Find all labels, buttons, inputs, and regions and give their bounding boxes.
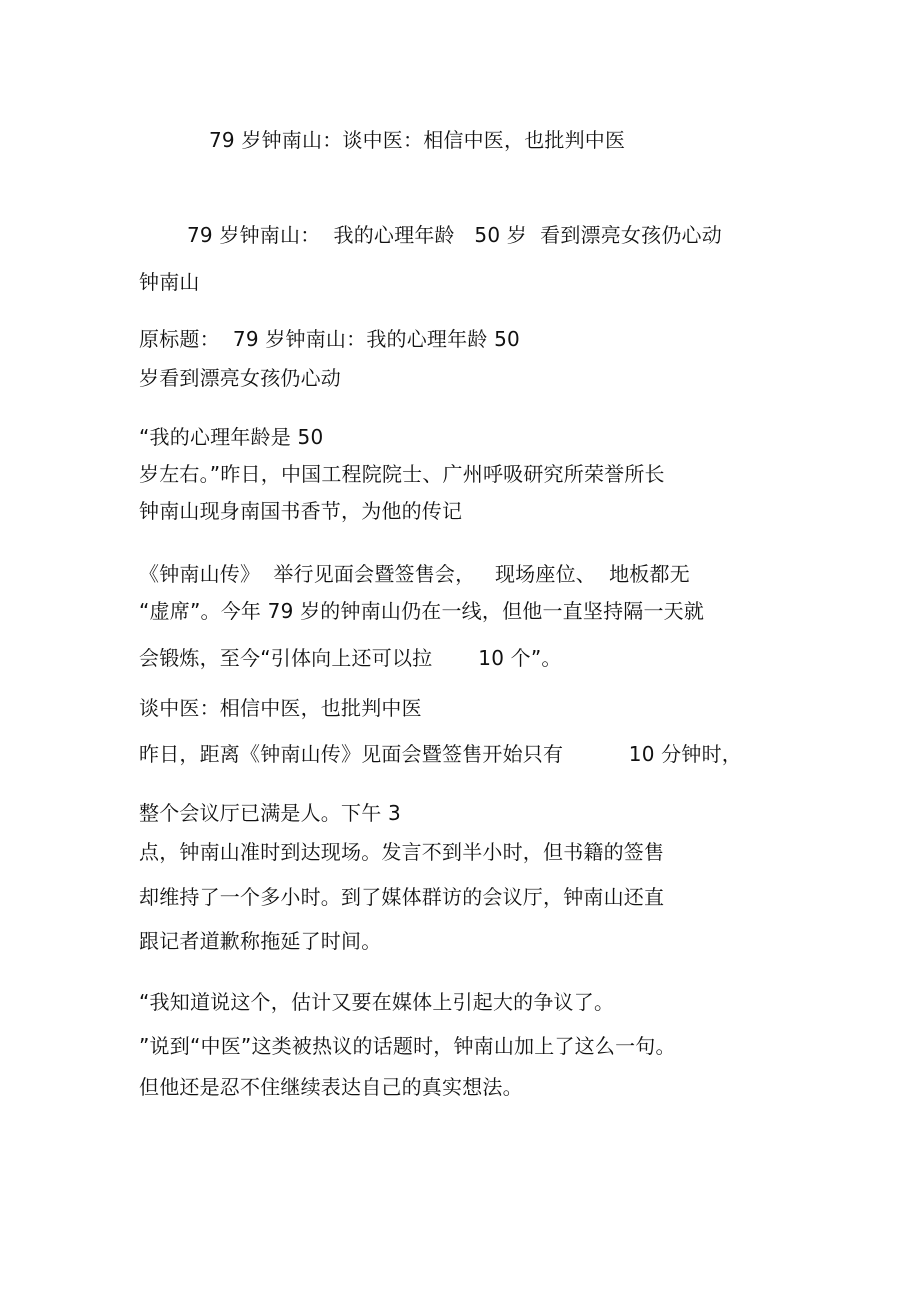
article-headline: 79 岁钟南山： 我的心理年龄 50 岁 看到漂亮女孩仍心动 [187,223,722,247]
paragraph-line: “我知道说这个，估计又要在媒体上引起大的争议了。 [139,990,615,1014]
paragraph-line: “虚席”。今年 79 岁的钟南山仍在一线，但他一直坚持隔一天就 [139,599,705,623]
paragraph-line: 《钟南山传》 举行见面会暨签售会， 现场座位、 地板都无 [139,562,690,586]
paragraph-line: 会锻炼，至今“引体向上还可以拉 10 个”。 [139,646,562,670]
paragraph-line: ”说到“中医”这类被热议的话题时，钟南山加上了这么一句。 [139,1034,676,1058]
paragraph-line: 整个会议厅已满是人。下午 3 [139,801,401,825]
paragraph-line: 昨日，距离《钟南山传》见面会暨签售开始只有 10 分钟时， [139,742,742,766]
paragraph-line: 点，钟南山准时到达现场。发言不到半小时，但书籍的签售 [139,840,665,864]
document-title: 79 岁钟南山：谈中医：相信中医，也批判中医 [209,128,626,152]
article-byline: 钟南山 [139,270,200,294]
original-title-line: 岁看到漂亮女孩仍心动 [139,366,341,390]
original-title-line: 原标题： 79 岁钟南山：我的心理年龄 50 [139,327,520,351]
paragraph-line: 但他还是忍不住继续表达自己的真实想法。 [139,1075,523,1099]
paragraph-line: 岁左右。”昨日，中国工程院院士、广州呼吸研究所荣誉所长 [139,462,665,486]
paragraph-line: 跟记者道歉称拖延了时间。 [139,929,382,953]
paragraph-line: 却维持了一个多小时。到了媒体群访的会议厅，钟南山还直 [139,885,665,909]
paragraph-line: “我的心理年龄是 50 [139,425,324,449]
paragraph-line: 钟南山现身南国书香节，为他的传记 [139,499,463,523]
section-heading: 谈中医：相信中医，也批判中医 [139,696,422,720]
